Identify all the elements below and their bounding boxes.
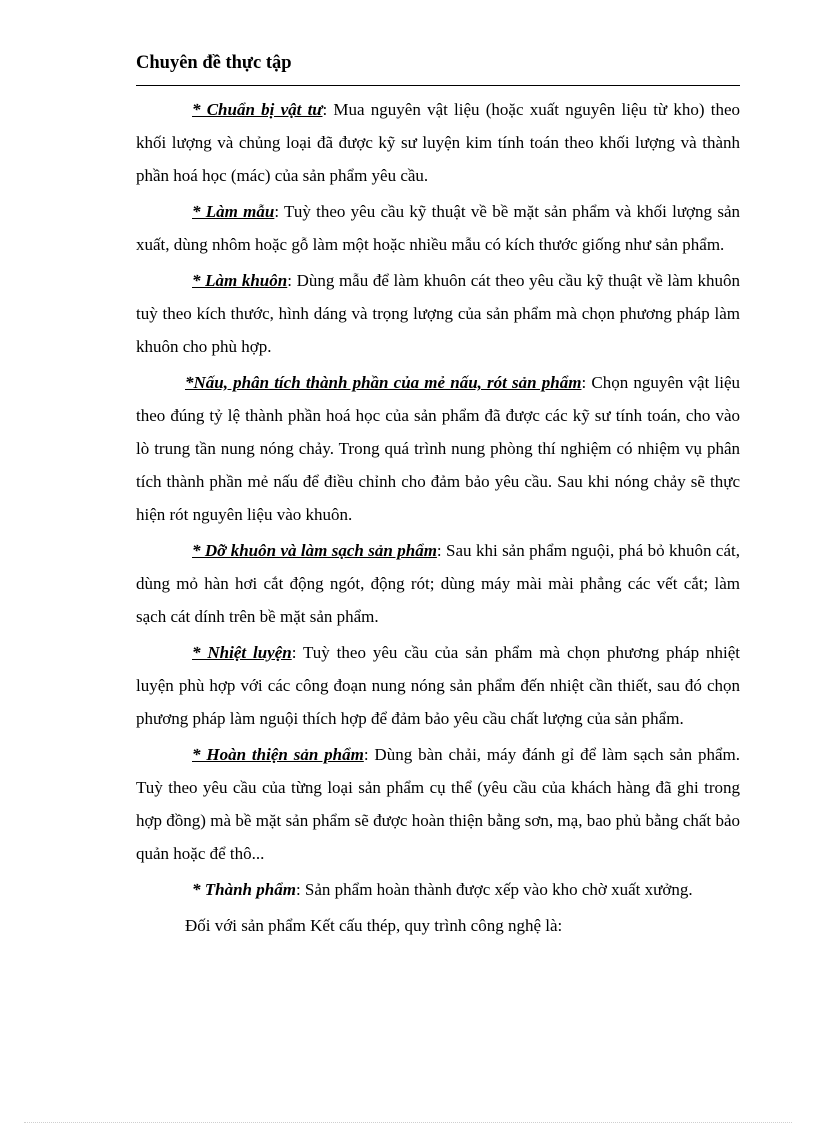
text-finishing: : Dùng bàn chải, máy đánh gỉ để làm sạch sản phẩm. Tuỳ theo yêu cầu của từng loại sản phẩm cụ thể (yêu cầu của khách hàng đã ghi trong hợp đồng) mà bề mặt sản phẩm sẽ được hoàn thiện bằng sơn, mạ, bao phủ bằng chất bảo quản hoặc để thô... xyxy=(136,745,741,863)
paragraph-demolding-cleaning xyxy=(136,534,740,633)
paragraph-closing: Đối với sản phẩm Kết cấu thép, quy trình công nghệ là: xyxy=(185,916,563,935)
text-pattern-making: : Tuỳ theo yêu cầu kỹ thuật về bề mặt sản phẩm và khối lượng sản xuất, dùng nhôm hoặc gỗ làm một hoặc nhiều mẫu có kích thước giống như sản phẩm. xyxy=(136,202,740,254)
paragraph-finished-product xyxy=(136,873,740,906)
paragraph-melting-pouring xyxy=(136,366,740,531)
term-melting-pouring: *Nấu, phân tích thành phần của mẻ nấu, rót sản phẩm xyxy=(185,373,582,392)
paragraph-pattern-making xyxy=(136,195,740,261)
term-finishing: * Hoàn thiện sản phẩm xyxy=(192,745,364,764)
term-mold-making: * Làm khuôn xyxy=(192,271,288,290)
paragraph-finishing xyxy=(136,738,740,870)
document-body xyxy=(136,93,740,945)
paragraph-material-prep xyxy=(136,93,740,192)
paragraph-mold-making xyxy=(136,264,740,363)
text-finished-product: : Sản phẩm hoàn thành được xếp vào kho chờ xuất xưởng. xyxy=(295,880,693,899)
text-mold-making: : Dùng mẫu để làm khuôn cát theo yêu cầu kỹ thuật về làm khuôn tuỳ theo kích thước, hình dáng và trọng lượng của sản phẩm mà chọn phương pháp làm khuôn cho phù hợp. xyxy=(136,271,740,356)
paragraph-heat-treatment xyxy=(136,636,740,735)
term-finished-product: * Thành phẩm xyxy=(192,880,296,899)
term-heat-treatment: * Nhiệt luyện xyxy=(192,643,292,662)
term-demolding-cleaning: * Dỡ khuôn và làm sạch sản phẩm xyxy=(192,541,437,560)
term-material-prep: * Chuẩn bị vật tư xyxy=(192,100,323,119)
text-heat-treatment: : Tuỳ theo yêu cầu của sản phẩm mà chọn phương pháp nhiệt luyện phù hợp với các công đoạn nung nóng sản phẩm đến nhiệt cần thiết, sau đó chọn phương pháp làm nguội thích hợp để đảm bảo yêu cầu chất lượng của sản phẩm. xyxy=(136,643,740,728)
term-pattern-making: * Làm mẫu xyxy=(192,202,275,221)
text-demolding-cleaning: : Sau khi sản phẩm nguội, phá bỏ khuôn cát, dùng mỏ hàn hơi cắt động ngót, động rót; dùng máy mài mài phẳng các vết cắt; làm sạch cát dính trên bề mặt sản phẩm. xyxy=(136,541,740,626)
page-header-title: Chuyên đề thực tập xyxy=(136,53,292,73)
text-melting-pouring: : Chọn nguyên vật liệu theo đúng tỷ lệ thành phần hoá học của sản phẩm đã được các kỹ sư tính toán, cho vào lò trung tần nung nóng chảy. Trong quá trình nung phòng thí nghiệm có nhiệm vụ phân tích thành phần mẻ nấu để điều chỉnh cho đảm bảo yêu cầu. Sau khi nóng chảy sẽ thực hiện rót nguyên liệu vào khuôn. xyxy=(136,373,740,524)
text-material-prep: : Mua nguyên vật liệu (hoặc xuất nguyên liệu từ kho) theo khối lượng và chủng loại đã được kỹ sư luyện kim tính toán theo khối lượng và thành phần hoá học (mác) của sản phẩm yêu cầu. xyxy=(136,100,740,185)
header-divider xyxy=(136,85,740,86)
